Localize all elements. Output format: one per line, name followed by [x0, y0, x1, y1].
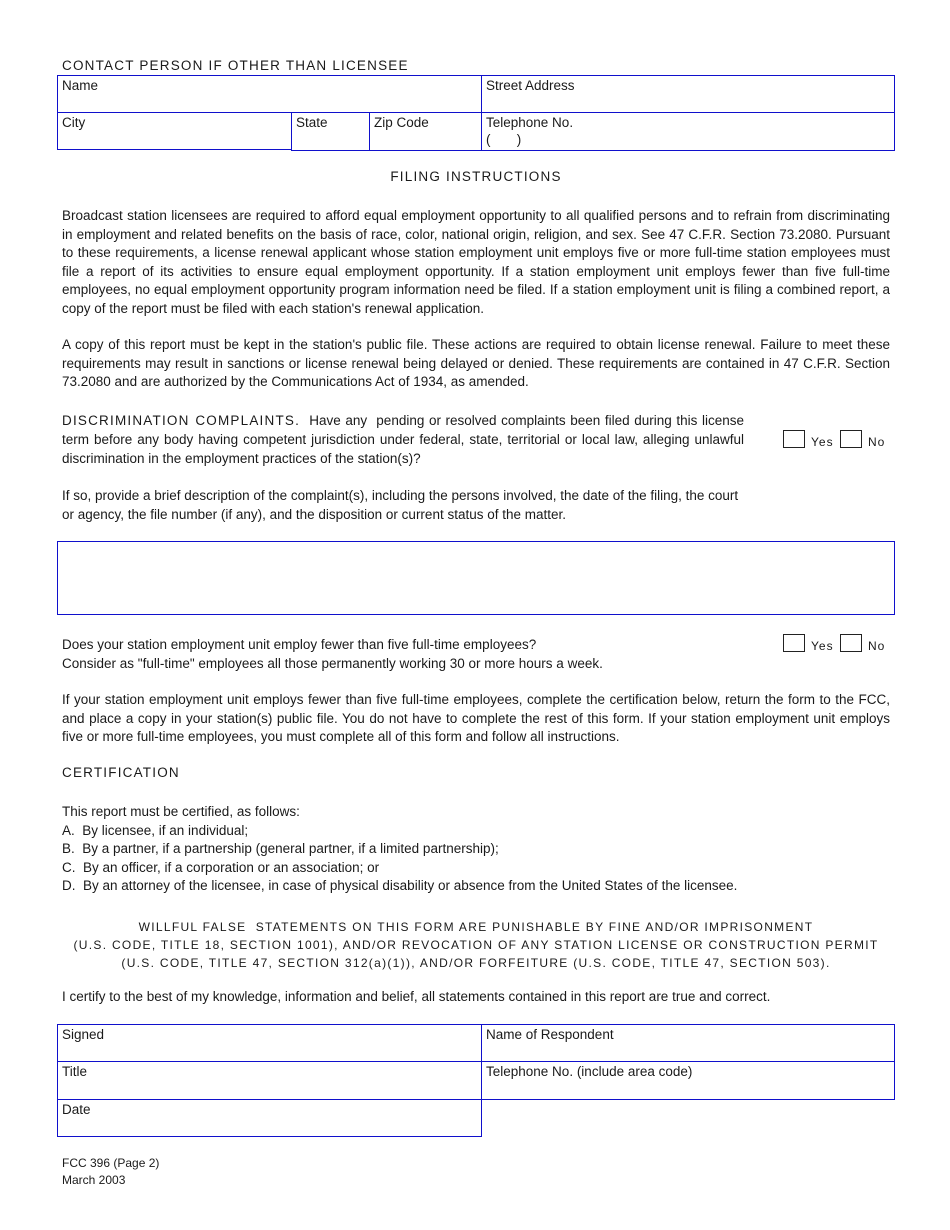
- respondent-name-label: Name of Respondent: [486, 1027, 614, 1042]
- employee-yes-checkbox[interactable]: [783, 634, 805, 652]
- date-field[interactable]: [57, 1099, 482, 1137]
- state-label: State: [296, 115, 328, 130]
- telephone-field[interactable]: [481, 112, 895, 151]
- form-footer: [62, 1155, 159, 1189]
- title-label: Title: [62, 1064, 88, 1079]
- full-time-definition: Consider as "full-time" employees all those permanently working 30 or more hours a week.: [62, 656, 603, 671]
- discrimination-yes-checkbox[interactable]: [783, 430, 805, 448]
- discrimination-question: Have any pending or resolved complaints been filed during this license term before any body having competent jurisdiction under federal, state, territorial or local law, alleging unlawful discrimination in the employment practices of the station(s)?: [62, 413, 748, 466]
- area-code-parens: ( ): [486, 132, 522, 147]
- warning-line-2: (U.S. CODE, TITLE 18, SECTION 1001), AND/OR REVOCATION OF ANY STATION LICENSE OR CONSTRUCTION PERMIT: [73, 938, 879, 952]
- title-field[interactable]: [57, 1061, 482, 1100]
- street-address-field[interactable]: [481, 75, 895, 113]
- certification-heading: CERTIFICATION: [62, 765, 180, 780]
- discrimination-no-label: No: [868, 435, 886, 449]
- certification-intro: This report must be certified, as follows:: [62, 804, 300, 819]
- employee-yes-label: Yes: [811, 639, 834, 653]
- street-address-label: Street Address: [486, 78, 575, 93]
- filing-paragraph-2: A copy of this report must be kept in the station's public file. These actions are required to obtain license renewal. Failure to meet these requirements may result in sanctions or license renewal being delayed or denied. These requirements are contained in 47 C.F.R. Section 73.2080 and are authorized by the Communications Act of 1934, as amended.: [62, 337, 890, 390]
- discrimination-yes-label: Yes: [811, 435, 834, 449]
- complaint-description-prompt: If so, provide a brief description of the complaint(s), including the persons involved, the date of the filing, the court or agency, the file number (if any), and the disposition or current status of the matter.: [62, 488, 739, 522]
- discrimination-no-checkbox[interactable]: [840, 430, 862, 448]
- discrimination-question-block: [62, 411, 748, 468]
- certification-statement: I certify to the best of my knowledge, information and belief, all statements contained in this report are true and correct.: [62, 989, 771, 1004]
- city-field[interactable]: [57, 112, 292, 150]
- state-field[interactable]: [291, 112, 370, 151]
- signed-field[interactable]: [57, 1024, 482, 1062]
- name-field[interactable]: [57, 75, 482, 113]
- certification-item-b: B. By a partner, if a partnership (general partner, if a limited partnership);: [62, 841, 499, 857]
- warning-line-1: WILLFUL FALSE STATEMENTS ON THIS FORM ARE PUNISHABLE BY FINE AND/OR IMPRISONMENT: [138, 920, 814, 934]
- signed-label: Signed: [62, 1027, 105, 1042]
- respondent-name-field[interactable]: [481, 1024, 895, 1062]
- warning-line-3: (U.S. CODE, TITLE 47, SECTION 312(a)(1)), AND/OR FORFEITURE (U.S. CODE, TITLE 47, SECTION 503).: [121, 956, 831, 970]
- certification-item-d: D. By an attorney of the licensee, in case of physical disability or absence from the United States of the licensee.: [62, 878, 738, 894]
- respondent-telephone-field[interactable]: [481, 1061, 895, 1100]
- respondent-telephone-label: Telephone No. (include area code): [486, 1064, 693, 1079]
- employee-no-checkbox[interactable]: [840, 634, 862, 652]
- zip-code-label: Zip Code: [374, 115, 429, 130]
- employee-no-label: No: [868, 639, 886, 653]
- filing-instructions-heading: FILING INSTRUCTIONS: [390, 169, 562, 184]
- filing-paragraph-1: Broadcast station licensees are required to afford equal employment opportunity to all qualified persons and to refrain from discriminating in employment and related benefits on the basis of race, color, national origin, religion, and sex. See 47 C.F.R. Section 73.2080. Pursuant to these requirements, a license renewal applicant whose station employment unit employs five or more full-time station employees must file a report of its activities to ensure equal employment opportunity. If a station employment unit employs fewer than five full-time employees, no equal employment opportunity program information need be filed. If a station employment unit is filing a combined report, a copy of the report must be filed with each station's renewal application.: [62, 208, 890, 316]
- employee-instructions: If your station employment unit employs fewer than five full-time employees, complete the certification below, return the form to the FCC, and place a copy in your station(s) public file. You do not have to complete the rest of this form. If your station employment unit employs five or more full-time employees, you must complete all of this form and follow all instructions.: [62, 692, 890, 745]
- form-date: March 2003: [62, 1173, 126, 1187]
- certification-item-a: A. By licensee, if an individual;: [62, 822, 249, 838]
- certification-item-c: C. By an officer, if a corporation or an association; or: [62, 859, 380, 875]
- employee-count-question: Does your station employment unit employ fewer than five full-time employees?: [62, 637, 537, 652]
- discrimination-lead: DISCRIMINATION COMPLAINTS.: [62, 413, 301, 428]
- form-id: FCC 396 (Page 2): [62, 1156, 160, 1170]
- complaint-description-box[interactable]: [57, 541, 895, 615]
- certification-list: [62, 803, 890, 896]
- telephone-label: Telephone No.: [486, 115, 574, 130]
- false-statement-warning: [62, 918, 890, 972]
- date-label: Date: [62, 1102, 91, 1117]
- contact-heading: CONTACT PERSON IF OTHER THAN LICENSEE: [62, 58, 409, 73]
- name-label: Name: [62, 78, 99, 93]
- zip-code-field[interactable]: [369, 112, 482, 151]
- city-label: City: [62, 115, 86, 130]
